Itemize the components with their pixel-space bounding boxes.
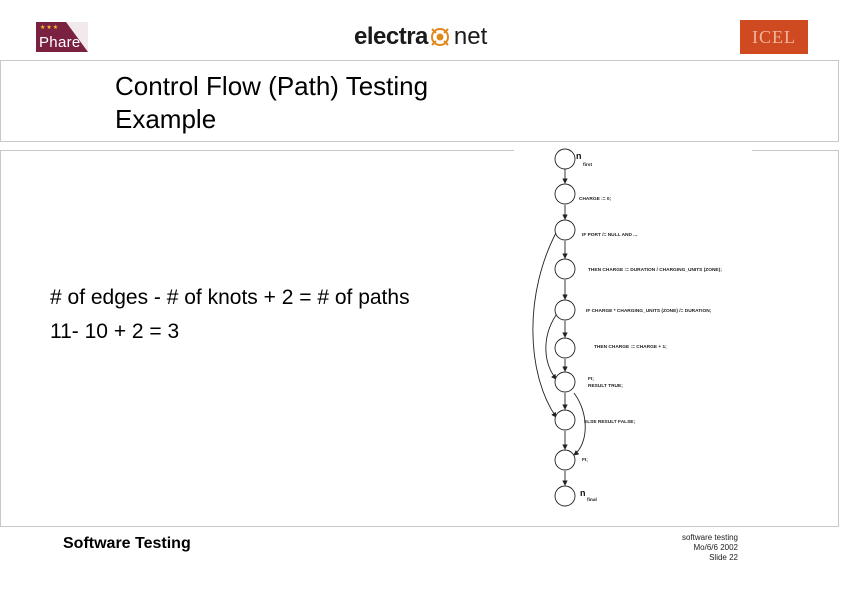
node-6-label-2: RESULT TRUE; (588, 384, 623, 389)
node-6 (555, 372, 623, 392)
electranet-logo (354, 22, 487, 52)
node-4 (555, 300, 712, 320)
node-final (555, 486, 597, 506)
node-first-sub: first (583, 163, 593, 168)
node-3 (555, 259, 722, 279)
net-logo-text: net (453, 23, 488, 50)
node-6-label: FI; (588, 377, 594, 382)
slide-title-line-1: Control Flow (Path) Testing (115, 71, 429, 101)
formula-line-2: 11- 10 + 2 = 3 (50, 320, 180, 343)
control-flow-graph-svg (514, 143, 752, 511)
node-8 (555, 450, 588, 470)
node-1-label: CHARGE := 0; (579, 197, 612, 202)
footer-slide-info (640, 533, 738, 563)
footer-slide-number: Slide 22 (709, 553, 738, 562)
control-flow-graph (514, 143, 752, 511)
node-1 (555, 184, 612, 204)
footer-info-line-2: Mo/6/6 2002 (693, 543, 738, 552)
node-7 (555, 410, 635, 430)
electra-logo-text: electra (354, 23, 428, 50)
node-3-label: THEN CHARGE := DURATION / CHARGING_UNITS (ZONE); (588, 268, 722, 273)
edge-else-branch (533, 231, 557, 417)
icel-logo: ICEL (740, 20, 808, 54)
phare-logo-text: Phare (39, 34, 81, 51)
node-2-label: IF PORT /= NULL AND ... (582, 233, 638, 238)
node-5-label: THEN CHARGE := CHARGE + 1; (594, 345, 667, 350)
node-5 (555, 338, 667, 358)
electranet-mark-icon (430, 27, 450, 47)
phare-logo (36, 22, 88, 52)
slide-title (115, 70, 428, 136)
eu-stars-icon: ★★★ (40, 25, 60, 31)
node-final-label: n (580, 488, 586, 498)
node-7-label: ELSE RESULT FALSE; (584, 420, 636, 425)
slide-title-line-2: Example (115, 104, 217, 134)
footer-info-line-1: software testing (681, 533, 738, 542)
node-first-label: n (576, 151, 582, 161)
formula-line-1: # of edges - # of knots + 2 = # of paths (50, 286, 410, 309)
node-2 (555, 220, 637, 240)
footer-course-title: Software Testing (63, 535, 191, 552)
node-final-sub: final (587, 498, 597, 503)
node-8-label: FI; (582, 458, 588, 463)
node-first (555, 149, 592, 169)
node-4-label: IF CHARGE * CHARGING_UNITS (ZONE) /= DURATION; (586, 309, 712, 314)
